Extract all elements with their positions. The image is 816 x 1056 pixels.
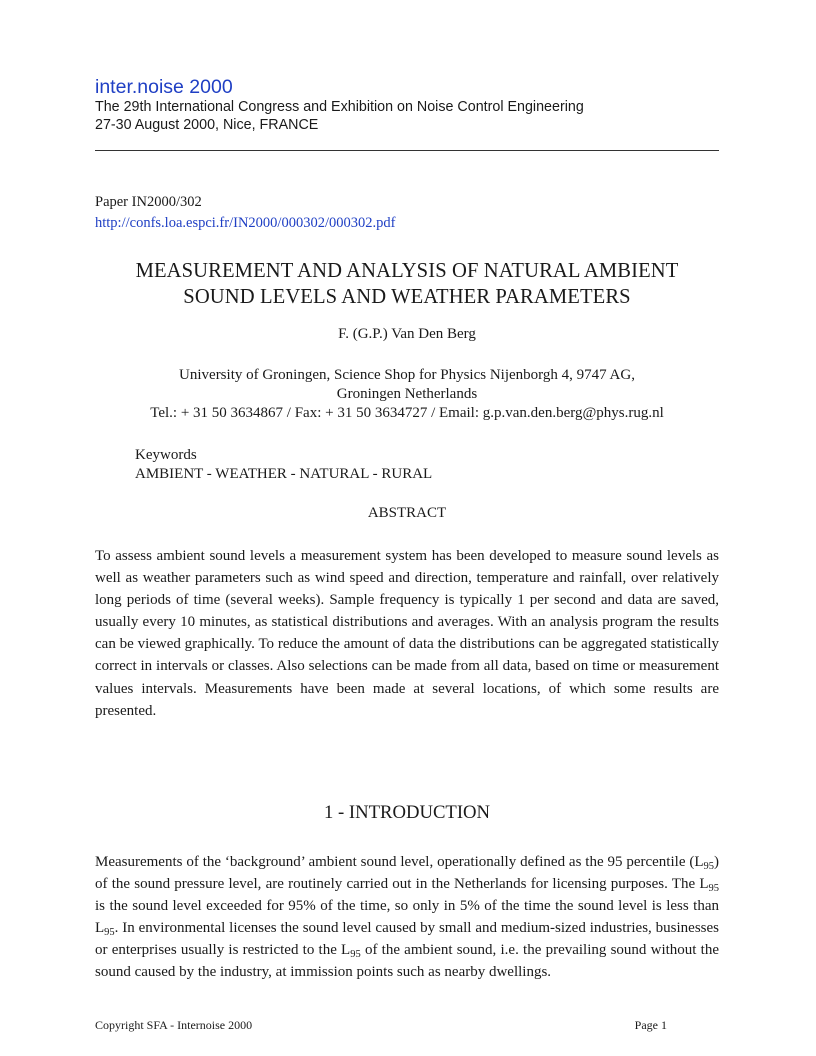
copyright-notice: Copyright SFA - Internoise 2000 bbox=[95, 1018, 253, 1032]
conference-dates: 27-30 August 2000, Nice, FRANCE bbox=[95, 117, 319, 133]
page-number: Page 1 bbox=[634, 1018, 667, 1032]
title-line-2: SOUND LEVELS AND WEATHER PARAMETERS bbox=[183, 286, 631, 308]
abstract-text: To assess ambient sound levels a measurement system has been developed to measure sound levels as well as weather parameters such as wind speed and direction, temperature and rainfall, over relatively long periods of time (several weeks). Sample frequency is typically 1 per second and data are saved, usually every 10 minutes, as statistical distributions and averages. With an analysis program the results can be viewed graphically. To reduce the amount of data the distributions can be aggregated statistically correct in intervals or classes. Also selections can be made from all data, based on time or measurement values intervals. Measurements have been made at several locations, of which some results are presented. bbox=[95, 548, 719, 719]
keywords-block bbox=[135, 446, 432, 484]
paper-url-link[interactable]: http://confs.loa.espci.fr/IN2000/000302/000302.pdf bbox=[95, 215, 396, 231]
paper-title bbox=[95, 258, 719, 310]
intro-segment-3: is the sound level exceeded for 95% of the time, so only in 5% of the time the sound level is less than L bbox=[95, 898, 719, 937]
introduction-text bbox=[95, 851, 719, 984]
abstract-heading: ABSTRACT bbox=[367, 505, 447, 521]
l95-subscript: 95 bbox=[104, 927, 115, 939]
l95-subscript: 95 bbox=[708, 883, 719, 895]
title-line-1: MEASUREMENT AND ANALYSIS OF NATURAL AMBIENT bbox=[135, 260, 679, 282]
affiliation bbox=[95, 366, 719, 423]
contact-info: Tel.: + 31 50 3634867 / Fax: + 31 50 3634727 / Email: g.p.van.den.berg@phys.rug.nl bbox=[150, 405, 664, 421]
keywords-label: Keywords bbox=[135, 447, 197, 463]
conference-name: inter.noise 2000 bbox=[95, 76, 233, 98]
l95-subscript: 95 bbox=[350, 949, 361, 961]
affiliation-line-2: Groningen Netherlands bbox=[336, 386, 478, 402]
conference-header bbox=[95, 76, 719, 134]
author: F. (G.P.) Van Den Berg bbox=[338, 326, 476, 342]
paper-id: Paper IN2000/302 bbox=[95, 194, 202, 210]
header-divider bbox=[95, 150, 719, 151]
l95-subscript: 95 bbox=[703, 861, 714, 872]
intro-segment-1: Measurements of the ‘background’ ambient sound level, operationally defined as the 95 percentile (L bbox=[95, 854, 704, 870]
congress-name: The 29th International Congress and Exhibition on Noise Control Engineering bbox=[95, 99, 584, 115]
intro-segment-4: . In environmental licenses the sound level caused by small and medium-sized industries, businesses or enterprises usually is restricted to the L bbox=[95, 920, 719, 959]
introduction-heading: 1 - INTRODUCTION bbox=[323, 802, 491, 823]
intro-segment-5: of the ambient sound, i.e. the prevailing sound without the sound caused by the industry, at immission points such as nearby dwellings. bbox=[95, 942, 720, 981]
affiliation-line-1: University of Groningen, Science Shop for Physics Nijenborgh 4, 9747 AG, bbox=[179, 367, 635, 383]
keywords-list: AMBIENT - WEATHER - NATURAL - RURAL bbox=[135, 466, 433, 482]
intro-segment-2: ) of the sound pressure level, are routinely carried out in the Netherlands for licensing purposes. The L bbox=[95, 854, 719, 893]
